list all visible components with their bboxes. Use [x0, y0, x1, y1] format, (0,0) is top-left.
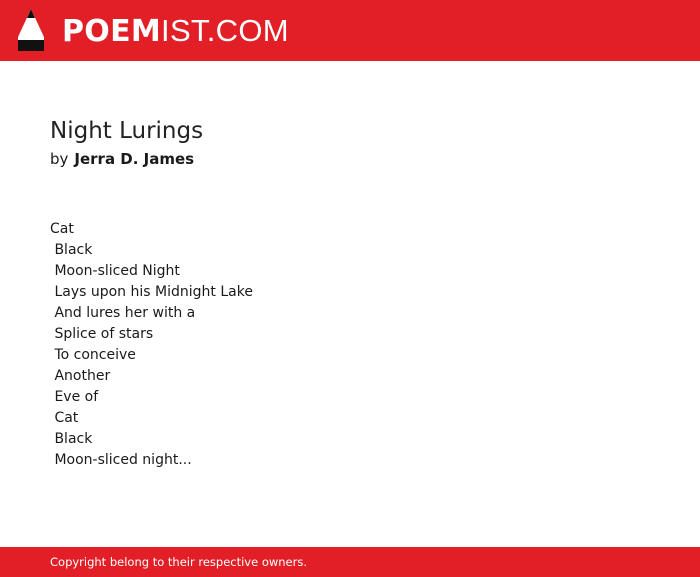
poem-line: Splice of stars [50, 326, 154, 342]
by-label: by [50, 150, 69, 168]
poem-body [50, 219, 650, 471]
poem-line: Cat [50, 410, 79, 426]
site-header [0, 0, 700, 61]
byline [50, 148, 650, 170]
poem-line: Moon-sliced Night [50, 263, 180, 279]
poem-line: To conceive [50, 347, 136, 363]
copyright-text: Copyright belong to their respective owners. [50, 555, 308, 569]
poem-line: Another [50, 368, 111, 384]
logo-text-bold: POEM [62, 14, 162, 49]
poem-line: And lures her with a [50, 305, 196, 321]
poem-line: Lays upon his Midnight Lake [50, 284, 253, 300]
poem-line: Black [50, 431, 93, 447]
author-link[interactable]: Jerra D. James [74, 150, 195, 168]
site-logo-link[interactable] [62, 11, 289, 51]
poem-line: Eve of [50, 389, 99, 405]
poem-line: Moon-sliced night... [50, 452, 192, 468]
poem-title: Night Lurings [50, 118, 204, 144]
logo-text-light: IST.COM [161, 13, 289, 48]
poem-header [50, 116, 650, 170]
pencil-tip-icon[interactable] [18, 9, 44, 51]
poem-line: Cat [50, 221, 74, 237]
site-footer [0, 547, 700, 577]
poem-line: Black [50, 242, 93, 258]
